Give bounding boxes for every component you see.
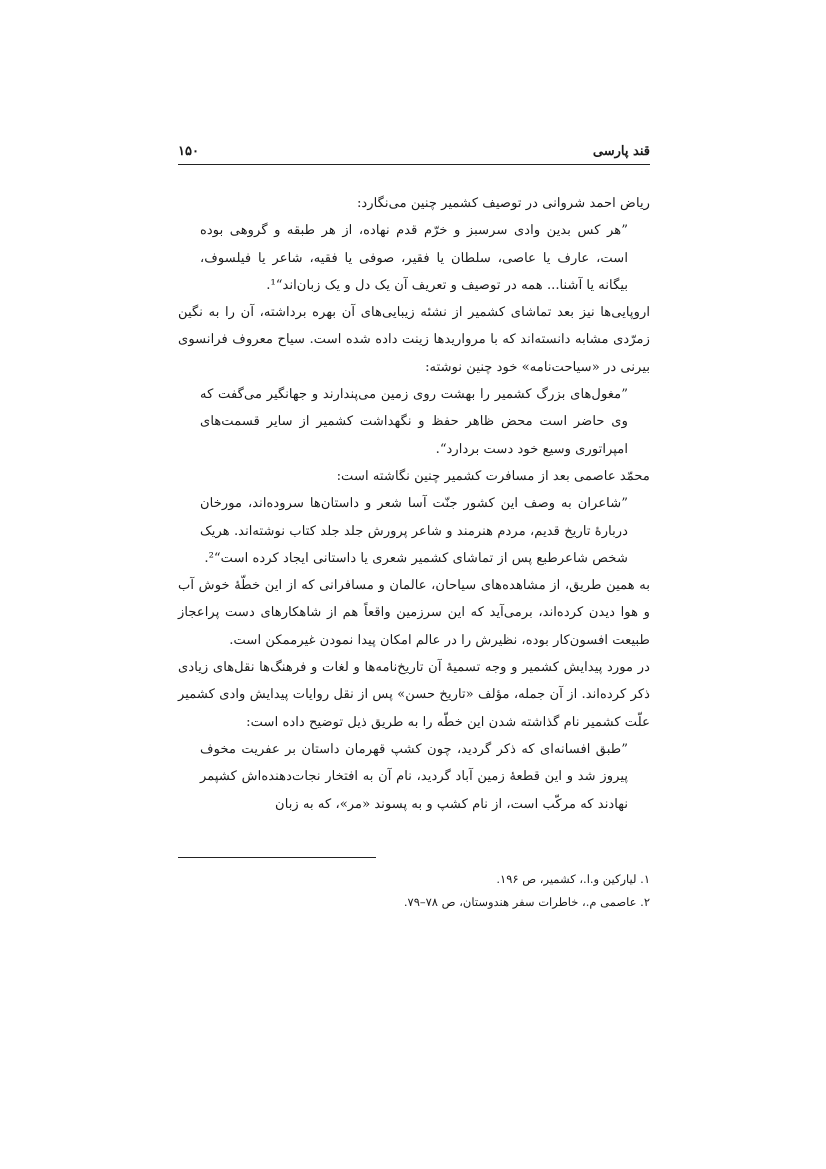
footnote: ۲. عاصمی م.، خاطرات سفر هندوستان، ص ۷۸–۷۹. <box>403 895 650 909</box>
paragraph: ریاض احمد شروانی در توصیف کشمیر چنین می‌نگارد: <box>356 196 650 211</box>
paragraph: محمّد عاصمی بعد از مسافرت کشمیر چنین نگاشته است: <box>336 468 650 484</box>
page-number: ۱۵۰ <box>178 144 199 159</box>
paragraph: در مورد پیدایش کشمیر و وجه تسمیهٔ آن تاریخ‌نامه‌ها و لغات و فرهنگ‌ها نقل‌های زیادی ذکر کرده‌اند. از آن جمله، مؤلف «تاریخ حسن» پس از نقل روایات پیدایش وادی کشمیر علّت کشمیر نام گذاشته شدن این خطّه را به طریق ذیل توضیح داده است: <box>178 660 650 730</box>
paragraph: اروپایی‌ها نیز بعد تماشای کشمیر از نشئه زیبایی‌های آن بهره برداشته، آن را به نگین زمرّدی مشابه دانسته‌اند که با مرواریدها زینت داده شده است. سیاح معروف فرانسوی بیرنی در «سیاحت‌نامه» خود چنین نوشته: <box>178 305 650 375</box>
block-quote: ”هر کس بدین وادی سرسبز و خرّم قدم نهاده، از هر طبقه و گروهی بوده است، عارف یا عاصی، سلطان یا فقیر، صوفی یا فقیه، شاعر یا فیلسوف، بیگانه یا آشنا... همه در توصیف و تعریف آن یک دل و یک زبان‌اند“¹. <box>200 223 628 293</box>
running-header <box>178 140 650 165</box>
block-quote: ”شاعران به وصف این کشور جنّت آسا شعر و داستان‌ها سروده‌اند، مورخان دربارهٔ تاریخ قدیم، مردم هنرمند و شاعر پرورش جلد جلد کتاب نوشته‌اند. هریک شخص شاعرطبع پس از تماشای کشمیر شعری یا داستانی ایجاد کرده است“². <box>200 496 628 566</box>
block-quote: ”طبق افسانه‌ای که ذکر گردید، چون کشپ قهرمان داستان بر عفریت مخوف پیروز شد و این قطعهٔ زمین آباد گردید، نام آن به افتخار نجات‌دهنده‌اش کشپمر نهادند که مرکّب است، از نام کشپ و به پسوند «مر»، که به زبان <box>200 741 628 812</box>
paragraph: به همین طریق، از مشاهده‌های سیاحان، عالمان و مسافرانی که از این خطّهٔ خوش آب و هوا دیدن کرده‌اند، برمی‌آید که این سرزمین واقعاً هم از شاهکارهای دست پراعجاز طبیعت افسون‌کار بوده، نظیرش را در عالم امکان پیدا نمودن غیرممکن است. <box>178 578 650 648</box>
book-page <box>178 140 650 920</box>
footnote: ۱. لیارکین و.ا.، کشمیر، ص ۱۹۶. <box>496 872 650 886</box>
block-quote: ”مغول‌های بزرگ کشمیر را بهشت روی زمین می‌پندارند و جهانگیر می‌گفت که وی حاضر است محض ظاهر حفظ و نگهداشت کشمیر از سایر قسمت‌های امپراتوری وسیع خود دست بردارد“. <box>200 387 628 457</box>
footnote-divider <box>178 857 376 858</box>
body-text <box>178 190 650 818</box>
running-title: قند پارسی <box>592 144 650 159</box>
